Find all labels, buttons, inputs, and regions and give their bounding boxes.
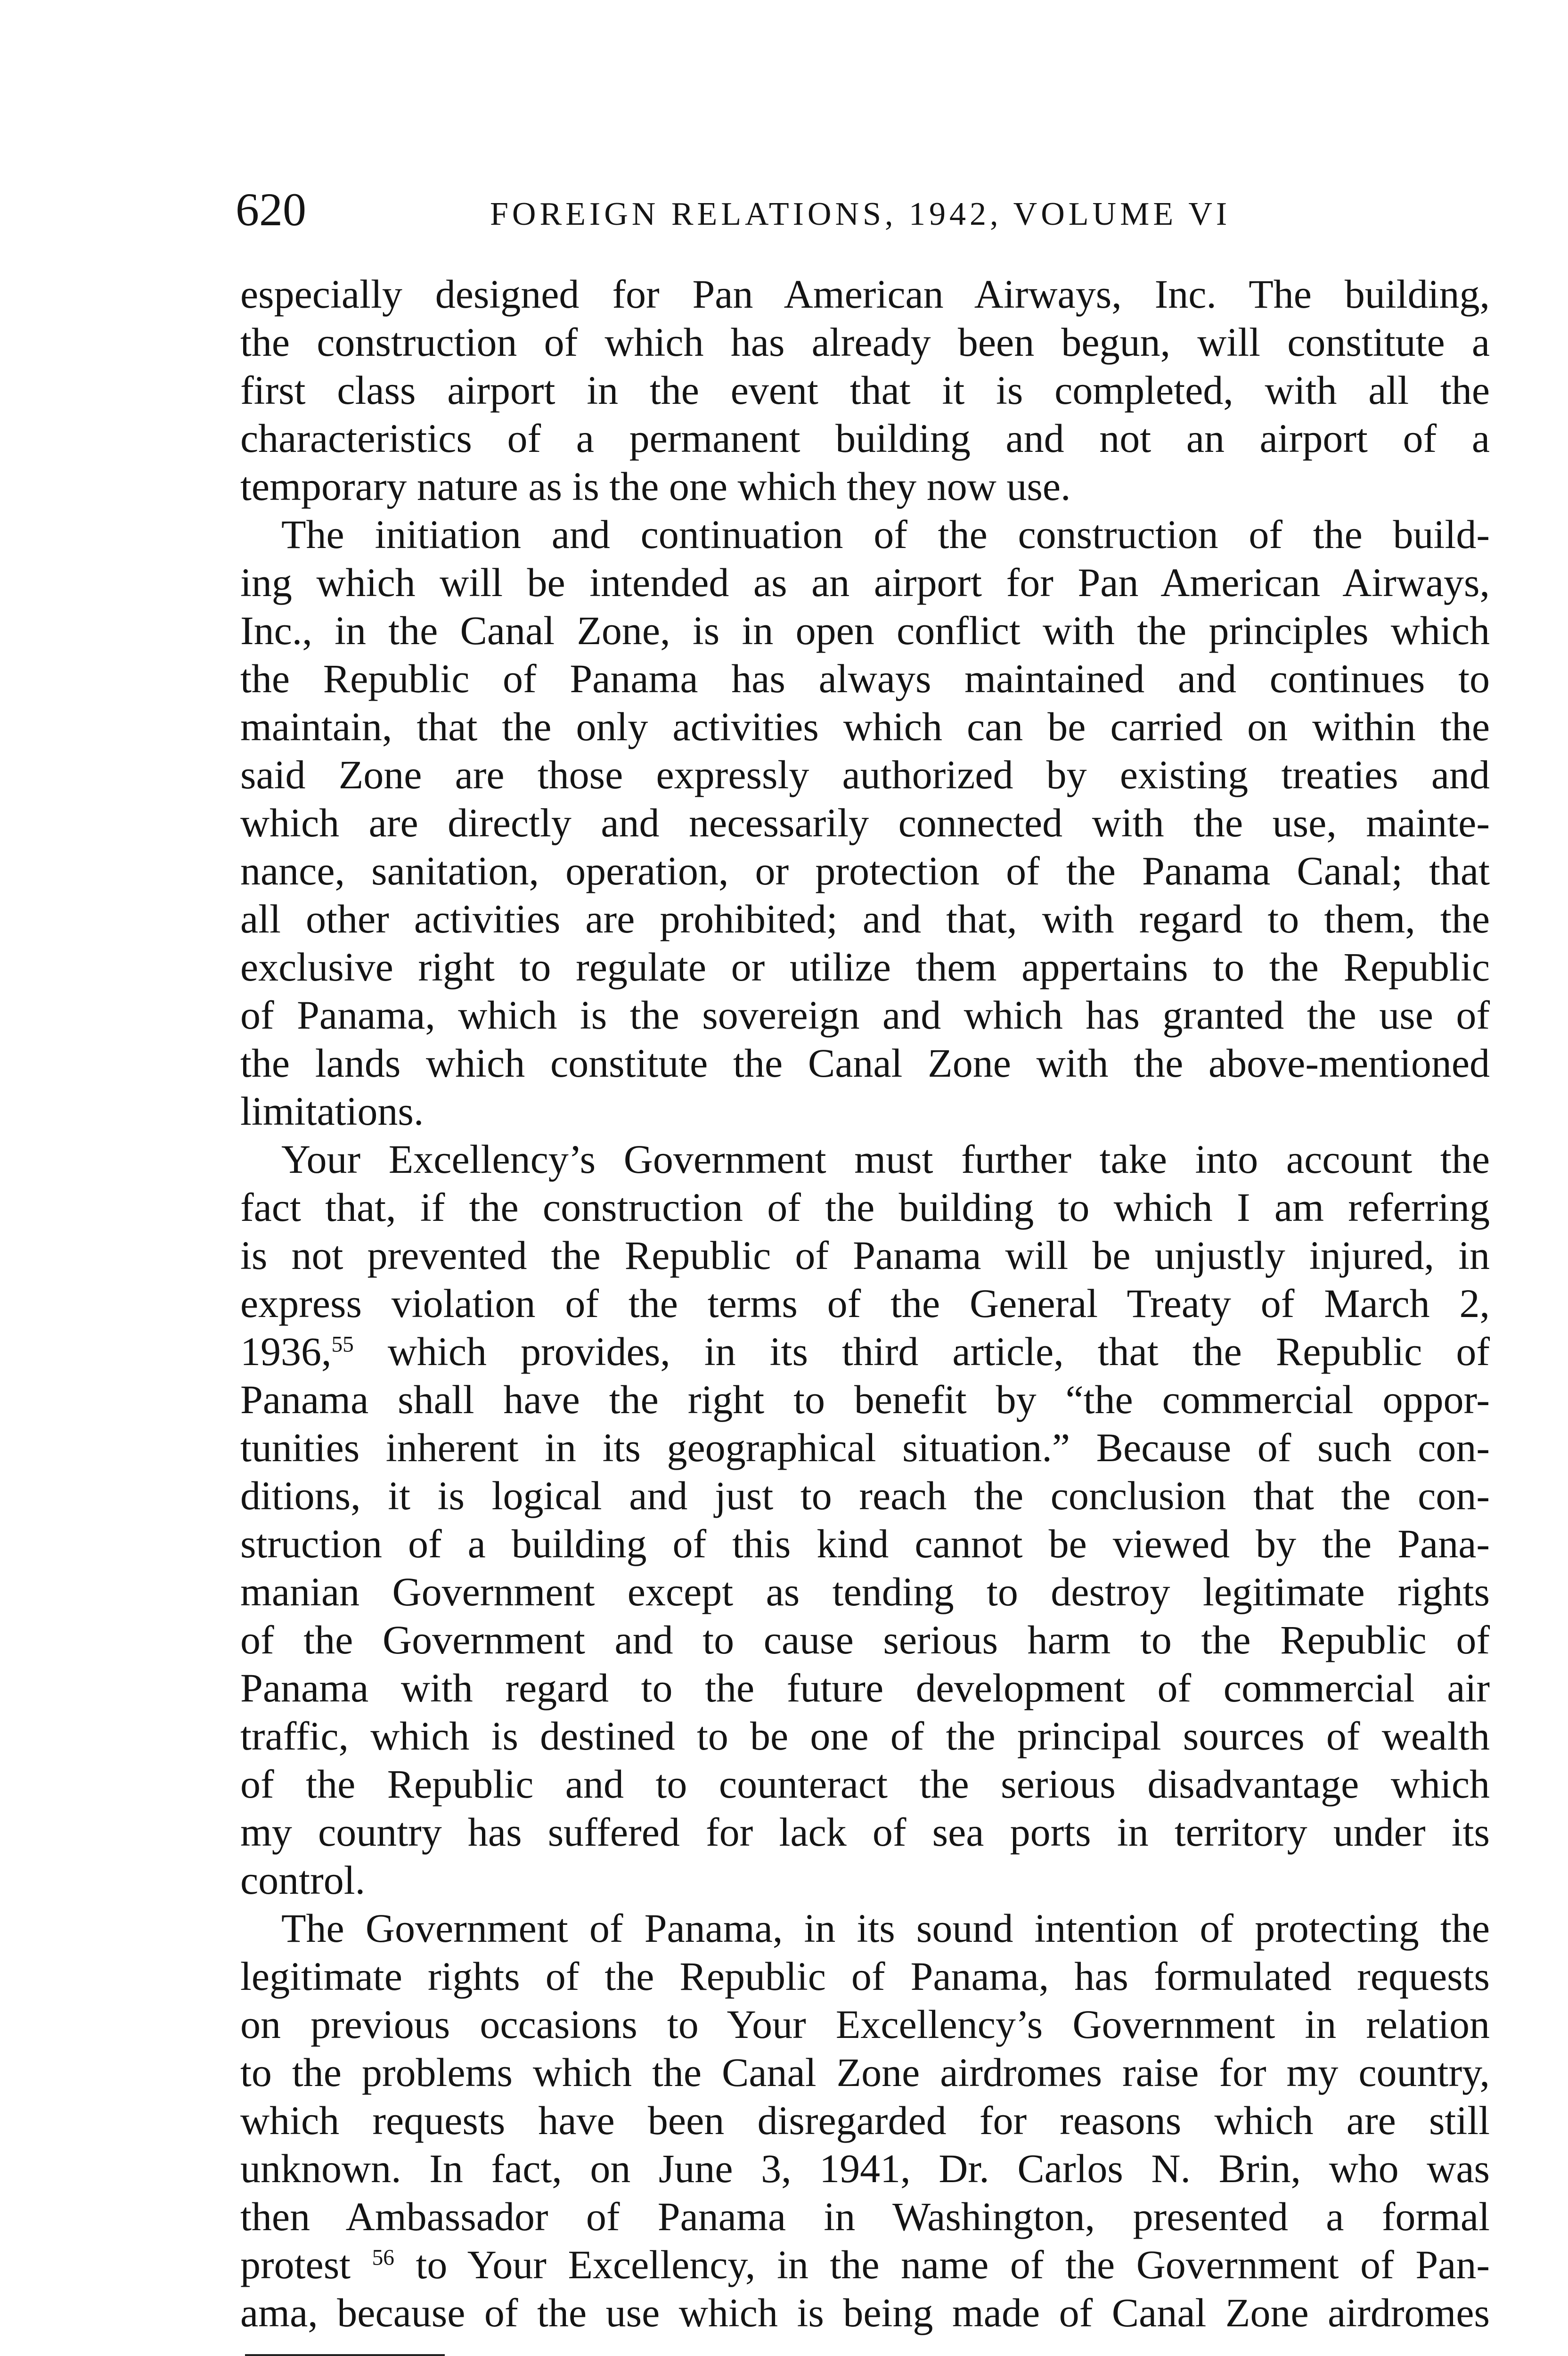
line-text: fact that, if the construction of the building to which I am referring [240,1185,1490,1230]
text-line [240,654,1490,703]
line-text: which provides, in its third article, that the Republic of [353,1329,1490,1374]
text-line [240,1423,1490,1472]
line-text: The initiation and continuation of the construction of the build- [281,512,1490,557]
line-text: then Ambassador of Panama in Washington, presented a formal [240,2194,1490,2239]
text-line [240,1760,1490,1808]
line-text: limitations. [240,1088,424,1134]
text-line [240,1520,1490,1568]
page-number: 620 [236,183,306,236]
line-text: tunities inherent in its geographical situation.” Because of such con- [240,1425,1490,1470]
line-text: temporary nature as is the one which they now use. [240,464,1071,509]
text-line [240,1231,1490,1279]
text-line [240,366,1490,414]
line-text: said Zone are those expressly authorized by existing treaties and [240,752,1490,797]
line-text: the Republic of Panama has always maintained and continues to [240,656,1490,701]
line-text: on previous occasions to Your Excellency’s Government in relation [240,2002,1490,2047]
text-line [240,1952,1490,2000]
line-text: ing which will be intended as an airport for Pan American Airways, [240,560,1490,605]
line-text: which requests have been disregarded for reasons which are still [240,2098,1490,2143]
line-text: especially designed for Pan American Airways, Inc. The building, [240,271,1490,317]
line-text: characteristics of a permanent building and not an airport of a [240,416,1490,461]
line-text: 1936, [240,1329,332,1374]
line-text: all other activities are prohibited; and that, with regard to them, the [240,896,1490,941]
line-text: traffic, which is destined to be one of the principal sources of wealth [240,1713,1490,1759]
text-line [240,2000,1490,2048]
text-line [240,1375,1490,1423]
line-text: Your Excellency’s Government must further take into account the [281,1137,1490,1182]
line-text: struction of a building of this kind cannot be viewed by the Pana- [240,1521,1490,1566]
line-text: of Panama, which is the sovereign and which has granted the use of [240,992,1490,1038]
text-line [240,1135,1490,1183]
text-line [240,1856,1490,1904]
line-text: unknown. In fact, on June 3, 1941, Dr. Carlos N. Brin, who was [240,2146,1490,2191]
line-text: is not prevented the Republic of Panama will be unjustly injured, in [240,1233,1490,1278]
text-line [240,510,1490,558]
text-line [240,2241,1490,2289]
text-line [240,1568,1490,1616]
line-text: express violation of the terms of the General Treaty of March 2, [240,1281,1490,1326]
paragraph [240,510,1490,1135]
text-line [240,1279,1490,1327]
line-text: exclusive right to regulate or utilize them appertains to the Republic [240,944,1490,990]
text-line [240,1664,1490,1712]
text-line [240,799,1490,847]
line-text: which are directly and necessarily connected with the use, mainte- [240,800,1490,845]
line-text: to the problems which the Canal Zone airdromes raise for my country, [240,2050,1490,2095]
text-line [240,414,1490,462]
text-line [240,2144,1490,2192]
text-line [240,462,1490,510]
text-line [240,1904,1490,1952]
text-line [240,943,1490,991]
text-line [240,703,1490,751]
text-line [240,2096,1490,2144]
line-text: control. [240,1857,366,1903]
line-text: legitimate rights of the Republic of Panama, has formulated requests [240,1954,1490,1999]
text-line [240,895,1490,943]
footnote-rule [245,2354,445,2356]
line-text: first class airport in the event that it is completed, with all the [240,368,1490,413]
line-text: Panama shall have the right to benefit by “the commercial oppor- [240,1377,1490,1422]
line-text: ditions, it is logical and just to reach the conclusion that the con- [240,1473,1490,1518]
line-text: nance, sanitation, operation, or protection of the Panama Canal; that [240,848,1490,893]
running-head [236,181,1489,238]
paragraph [240,270,1490,510]
paragraph [240,1904,1490,2337]
text-line [240,1712,1490,1760]
footnote-reference: 55 [331,1332,354,1357]
line-text: protest [240,2242,372,2287]
text-line [240,1183,1490,1231]
text-line [240,606,1490,654]
text-line [240,2048,1490,2096]
footnote-reference: 56 [372,2245,394,2270]
text-line [240,2192,1490,2241]
text-line [240,1472,1490,1520]
text-line [240,1616,1490,1664]
text-line [240,751,1490,799]
text-line [240,1087,1490,1135]
line-text: of the Republic and to counteract the serious disadvantage which [240,1761,1490,1807]
line-text: ama, because of the use which is being made of Canal Zone airdromes [240,2290,1490,2335]
text-line [240,1808,1490,1856]
running-title: FOREIGN RELATIONS, 1942, VOLUME VI [490,196,1231,232]
text-line [240,318,1490,366]
text-line [240,2289,1490,2337]
line-text: Inc., in the Canal Zone, is in open conflict with the principles which [240,608,1490,653]
line-text: Panama with regard to the future development of commercial air [240,1665,1490,1710]
line-text: the construction of which has already been begun, will constitute a [240,319,1490,365]
line-text: of the Government and to cause serious harm to the Republic of [240,1617,1490,1662]
text-line [240,1039,1490,1087]
text-line [240,270,1490,318]
line-text: manian Government except as tending to destroy legitimate rights [240,1569,1490,1614]
line-text: my country has suffered for lack of sea ports in territory under its [240,1809,1490,1855]
line-text: to Your Excellency, in the name of the Government of Pan- [394,2242,1490,2287]
paragraph [240,1135,1490,1904]
body-text [240,270,1490,2337]
text-line [240,1327,1490,1375]
text-line [240,847,1490,895]
line-text: The Government of Panama, in its sound intention of protecting the [281,1906,1490,1951]
line-text: the lands which constitute the Canal Zone with the above-mentioned [240,1040,1490,1086]
text-line [240,991,1490,1039]
text-line [240,558,1490,606]
line-text: maintain, that the only activities which can be carried on within the [240,704,1490,749]
